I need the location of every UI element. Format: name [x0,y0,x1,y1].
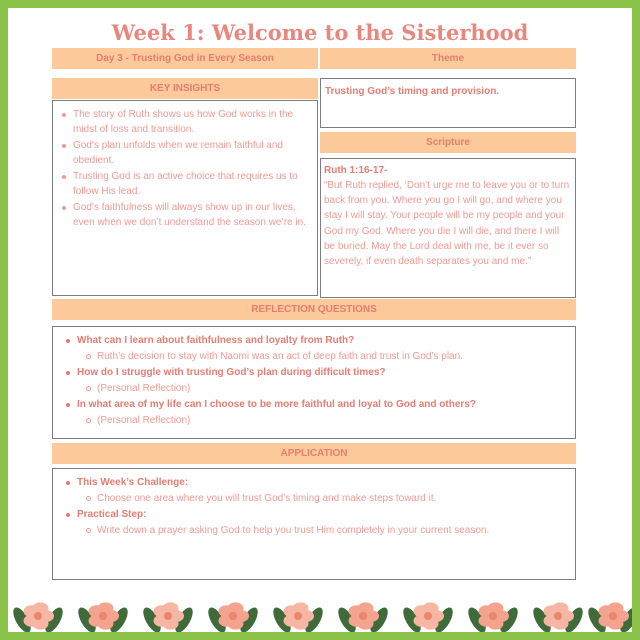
theme-box [320,78,576,128]
application-box [52,468,576,580]
reflection-box [52,326,576,439]
page-title: Week 1: Welcome to the Sisterhood [111,20,529,45]
answer-text: Write down a prayer asking God to help you trust Him completely in your current season. [97,523,571,539]
question-text: Practical Step: [77,509,147,520]
theme-text: Trusting God’s timing and provision. [325,86,500,97]
key-insights-header: KEY INSIGHTS [52,78,318,99]
application-list [57,475,571,539]
insight-item: Trusting God is an active choice that requires us to follow His lead. [73,169,313,199]
key-insights-box [52,100,318,296]
question-item [77,397,571,429]
answer-text: (Personal Reflection) [97,381,571,397]
question-text: This Week’s Challenge: [77,477,189,488]
answer-text: Choose one area where you will trust God’s timing and make steps toward it. [97,491,571,507]
scripture-header: Scripture [320,132,576,153]
question-text: What can I learn about faithfulness and loyalty from Ruth? [77,335,355,346]
question-item [77,507,571,539]
insight-item: The story of Ruth shows us how God works in the midst of loss and transition. [73,107,313,137]
question-text: How do I struggle with trusting God’s plan during difficult times? [77,367,386,378]
worksheet-page [8,8,632,632]
question-item [77,365,571,397]
scripture-text: “But Ruth replied, ‘Don’t urge me to leave you or to turn back from you. Where you go I will go, and where you stay I will stay. Your people will be my people and your God my God. Where you die I will die, and there I will be buried. May the Lord deal with me, be it ever so severely, if even death separates you and me.” [324,180,570,268]
question-item [77,333,571,365]
scripture-box [320,158,576,298]
question-text: In what area of my life can I choose to be more faithful and loyal to God and others? [77,399,476,410]
question-item [77,475,571,507]
answer-text: Ruth’s decision to stay with Naomi was an act of deep faith and trust in God’s plan. [97,349,571,365]
flower-border-icon [8,592,632,632]
theme-header: Theme [320,48,576,69]
insight-item: God’s faithfulness will always show up in our lives, even when we don’t understand the season we’re in. [73,200,313,230]
key-insights-list [55,107,313,230]
day-header: Day 3 - Trusting God in Every Season [52,48,318,69]
answer-text: (Personal Reflection) [97,413,571,429]
reflection-list [57,333,571,429]
scripture-reference: Ruth 1:16-17- [324,165,388,176]
reflection-header: REFLECTION QUESTIONS [52,299,576,320]
insight-item: God’s plan unfolds when we remain faithful and obedient. [73,138,313,168]
application-header: APPLICATION [52,443,576,464]
